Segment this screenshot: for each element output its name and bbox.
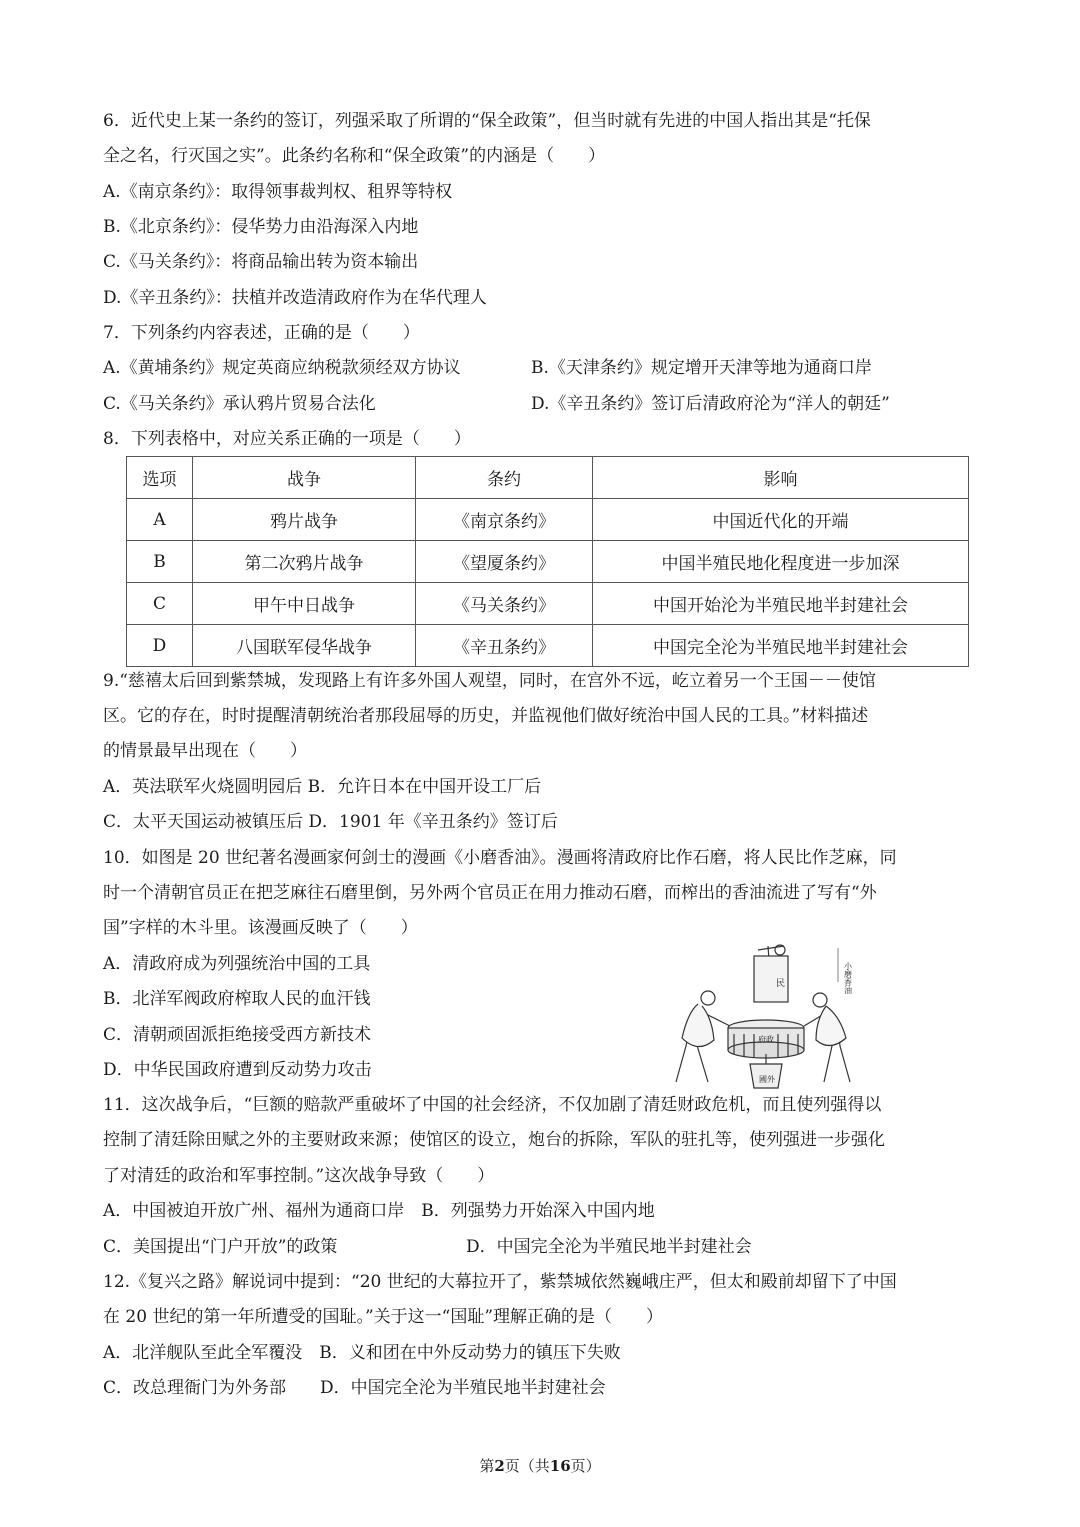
q10-stem-line2: 时一个清朝官员正在把芝麻往石磨里倒，另外两个官员正在用力推动石磨，而榨出的香油流进了写有“外 xyxy=(103,883,877,903)
table-cell: B xyxy=(127,541,193,583)
q6-stem-line2: 全之名，行灭国之实”。此条约名称和“保全政策”的内涵是（ ） xyxy=(103,146,606,166)
q10-option-a: A．清政府成为列强统治中国的工具 xyxy=(103,954,371,974)
table-cell: 中国近代化的开端 xyxy=(593,499,969,541)
q12-options-cd: C．改总理衙门为外务部 D．中国完全沦为半殖民地半封建社会 xyxy=(103,1378,606,1398)
q11-stem-line3: 了对清廷的政治和军事控制。”这次战争导致（ ） xyxy=(103,1166,495,1186)
table-cell: 《马关条约》 xyxy=(416,583,593,625)
cartoon-title-label: 小磨香油 xyxy=(843,962,853,994)
table-cell: 《望厦条约》 xyxy=(416,541,593,583)
table-cell: 第二次鸦片战争 xyxy=(193,541,416,583)
q10-option-c: C．清朝顽固派拒绝接受西方新技术 xyxy=(103,1025,372,1045)
table-cell: 中国开始沦为半殖民地半封建社会 xyxy=(593,583,969,625)
q9-options-ab: A．英法联军火烧圆明园后 B．允许日本在中国开设工厂后 xyxy=(103,777,542,797)
table-header-cell: 战争 xyxy=(193,457,416,499)
q9-stem-line2: 区。它的存在，时时提醒清朝统治者那段屈辱的历史，并监视他们做好统治中国人民的工具。”材料描述 xyxy=(103,706,869,726)
q6-option-a: A.《南京条约》：取得领事裁判权、租界等特权 xyxy=(103,182,453,202)
q10-option-b: B．北洋军阀政府榨取人民的血汗钱 xyxy=(103,989,371,1009)
q6-option-c: C.《马关条约》：将商品输出转为资本输出 xyxy=(103,252,419,272)
table-row xyxy=(127,625,969,667)
q11-stem-line1: 11．这次战争后，“巨额的赔款严重破坏了中国的社会经济，不仅加剧了清廷财政危机，而且使列强得以 xyxy=(103,1095,882,1115)
table-cell: 中国半殖民地化程度进一步加深 xyxy=(593,541,969,583)
q11-options-ab: A．中国被迫开放广州、福州为通商口岸 B．列强势力开始深入中国内地 xyxy=(103,1201,655,1221)
footer-middle: 页（共 xyxy=(504,1457,550,1475)
table-cell: 《南京条约》 xyxy=(416,499,593,541)
table-row xyxy=(127,499,969,541)
q12-options-ab: A．北洋舰队至此全军覆没 B．义和团在中外反动势力的镇压下失败 xyxy=(103,1343,621,1363)
cartoon-mill-label: 府政 xyxy=(758,1035,774,1044)
q8-stem: 8．下列表格中，对应关系正确的一项是（ ） xyxy=(103,429,471,449)
q9-stem-line1: 9.“慈禧太后回到紫禁城，发现路上有许多外国人观望，同时，在宫外不远，屹立着另一个王国－－使馆 xyxy=(103,671,876,691)
q12-stem-line2: 在 20 世纪的第一年所遭受的国耻。”关于这一“国耻”理解正确的是（ ） xyxy=(103,1307,664,1327)
table-cell: 八国联军侵华战争 xyxy=(193,625,416,667)
table-cell: 《辛丑条约》 xyxy=(416,625,593,667)
table-cell: 甲午中日战争 xyxy=(193,583,416,625)
table-cell: 中国完全沦为半殖民地半封建社会 xyxy=(593,625,969,667)
footer-prefix: 第 xyxy=(479,1457,495,1475)
table-header-cell: 选项 xyxy=(127,457,193,499)
table-header-row xyxy=(127,457,969,499)
table-row xyxy=(127,541,969,583)
table-header-cell: 影响 xyxy=(593,457,969,499)
q9-stem-line3: 的情景最早出现在（ ） xyxy=(103,741,307,761)
page-number: 2 xyxy=(494,1457,505,1475)
q6-option-d: D.《辛丑条约》：扶植并改造清政府作为在华代理人 xyxy=(103,288,487,308)
page-footer xyxy=(0,1455,1080,1477)
cartoon-illustration xyxy=(668,942,864,1090)
q6-stem-line1: 6．近代史上某一条约的签订，列强采取了所谓的“保全政策”，但当时就有先进的中国人指出其是“托保 xyxy=(103,111,871,131)
total-pages: 16 xyxy=(549,1457,571,1475)
q7-stem: 7．下列条约内容表述，正确的是（ ） xyxy=(103,323,420,343)
table-cell: 鸦片战争 xyxy=(193,499,416,541)
q12-stem-line1: 12.《复兴之路》解说词中提到：“20 世纪的大幕拉开了，紫禁城依然巍峨庄严，但太和殿前却留下了中国 xyxy=(103,1272,897,1292)
q11-option-c: C．美国提出“门户开放”的政策 xyxy=(103,1237,338,1257)
q10-stem-line3: 国”字样的木斗里。该漫画反映了（ ） xyxy=(103,918,418,938)
table-row xyxy=(127,583,969,625)
footer-suffix: 页） xyxy=(570,1457,601,1475)
cartoon-bucket-label: 國外 xyxy=(759,1075,775,1084)
table-cell: D xyxy=(127,625,193,667)
q7-option-a: A.《黄埔条约》规定英商应纳税款须经双方协议 xyxy=(103,358,461,378)
table-header-cell: 条约 xyxy=(416,457,593,499)
q10-option-d: D．中华民国政府遭到反动势力攻击 xyxy=(103,1060,372,1080)
q7-option-d: D.《辛丑条约》签订后清政府沦为“洋人的朝廷” xyxy=(531,394,890,414)
q7-option-c: C.《马关条约》承认鸦片贸易合法化 xyxy=(103,394,376,414)
table-cell: A xyxy=(127,499,193,541)
q11-stem-line2: 控制了清廷除田赋之外的主要财政来源；使馆区的设立，炮台的拆除，军队的驻扎等，使列强进一步强化 xyxy=(103,1130,885,1150)
q11-option-d: D．中国完全沦为半殖民地半封建社会 xyxy=(466,1237,752,1257)
table-cell: C xyxy=(127,583,193,625)
q7-option-b: B.《天津条约》规定增开天津等地为通商口岸 xyxy=(531,358,872,378)
q9-options-cd: C．太平天国运动被镇压后 D．1901 年《辛丑条约》签订后 xyxy=(103,812,558,832)
q6-option-b: B.《北京条约》：侵华势力由沿海深入内地 xyxy=(103,217,419,237)
q10-stem-line1: 10．如图是 20 世纪著名漫画家何剑士的漫画《小磨香油》。漫画将清政府比作石磨，将人民比作芝麻，同 xyxy=(103,848,897,868)
q8-table xyxy=(126,456,969,667)
cartoon-people-label: 民 xyxy=(776,979,786,989)
